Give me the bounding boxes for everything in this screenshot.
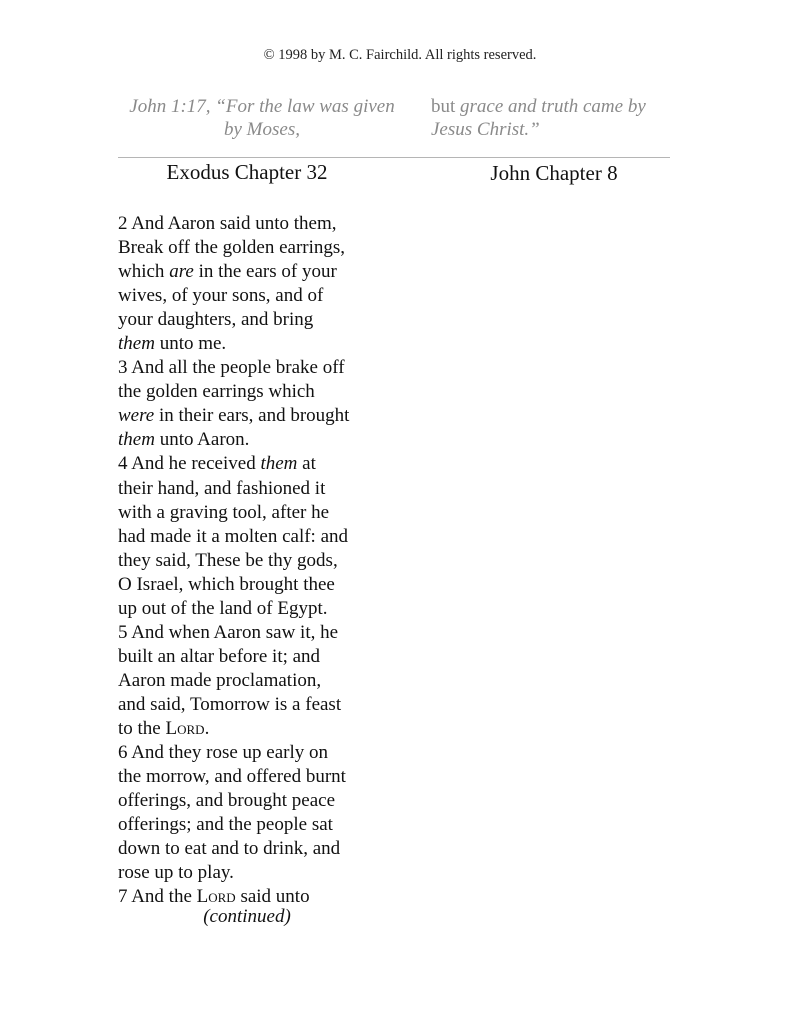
verse-text: at xyxy=(297,453,316,475)
verse-line xyxy=(118,813,388,837)
verse-line xyxy=(118,356,388,380)
italic-word: are xyxy=(169,261,194,283)
quote-left xyxy=(112,95,412,141)
quote-right-plain: but xyxy=(431,96,461,117)
verse-line xyxy=(118,477,388,501)
verse-line xyxy=(118,717,388,741)
verse-line xyxy=(118,621,388,645)
verse-text: they said, These be thy gods, xyxy=(118,549,338,571)
verse-text: up out of the land of Egypt. xyxy=(118,597,328,619)
verse-line xyxy=(118,501,388,525)
verse-text: to the xyxy=(118,717,166,739)
exodus-verses xyxy=(118,212,388,909)
left-column-heading: Exodus Chapter 32 xyxy=(166,160,328,184)
verse-text: 5 And when Aaron saw it, he xyxy=(118,621,339,643)
verse-line xyxy=(118,789,388,813)
verse-line xyxy=(118,549,388,573)
verse-line xyxy=(118,284,388,308)
verse-text: wives, of your sons, and of xyxy=(118,285,324,307)
verse-text: 6 And they rose up early on xyxy=(118,742,329,764)
verse-line xyxy=(118,236,388,260)
verse-line xyxy=(118,308,388,332)
italic-word: them xyxy=(118,429,155,451)
verse-line xyxy=(118,741,388,765)
verse-text: in the ears of your xyxy=(193,261,337,283)
verse-text: in their ears, and brought xyxy=(154,405,350,427)
verse-text: the morrow, and offered burnt xyxy=(118,766,346,788)
italic-word: were xyxy=(118,405,155,427)
small-caps-word: Lord xyxy=(196,886,236,908)
quote-right-line-2: Jesus Christ.” xyxy=(431,119,540,140)
copyright-notice: © 1998 by M. C. Fairchild. All rights reserved. xyxy=(263,47,537,63)
verse-text: and said, Tomorrow is a feast xyxy=(118,693,342,715)
continued-note: (continued) xyxy=(203,906,291,927)
verse-text: O Israel, which brought thee xyxy=(118,573,335,595)
verse-line xyxy=(118,428,388,452)
quote-right xyxy=(431,95,681,141)
verse-text: offerings; and the people sat xyxy=(118,814,333,836)
quote-left-line-2: by Moses, xyxy=(224,119,300,140)
verse-text: Break off the golden earrings, xyxy=(118,237,346,259)
verse-text: 4 And he received xyxy=(118,453,261,475)
verse-line xyxy=(118,573,388,597)
verse-text: down to eat and to drink, and xyxy=(118,838,341,860)
verse-text: 7 And the xyxy=(118,886,197,908)
italic-word: them xyxy=(118,333,155,355)
verse-line xyxy=(118,212,388,236)
verse-text: with a graving tool, after he xyxy=(118,501,330,523)
quote-right-line-1 xyxy=(431,95,681,118)
small-caps-word: Lord xyxy=(165,717,205,739)
quote-left-line-1: John 1:17, “For the law was given xyxy=(129,96,395,117)
right-column-heading: John Chapter 8 xyxy=(490,161,618,185)
verse-line xyxy=(118,645,388,669)
verse-text: their hand, and fashioned it xyxy=(118,477,326,499)
verse-text: your daughters, and bring xyxy=(118,309,314,331)
verse-line xyxy=(118,837,388,861)
verse-text: rose up to play. xyxy=(118,862,234,884)
verse-line xyxy=(118,597,388,621)
verse-text: 3 And all the people brake off xyxy=(118,357,345,379)
quote-right-italic: grace and truth came by xyxy=(460,96,646,117)
verse-line xyxy=(118,260,388,284)
verse-line xyxy=(118,525,388,549)
verse-line xyxy=(118,765,388,789)
verse-text: had made it a molten calf: and xyxy=(118,525,349,547)
verse-text: offerings, and brought peace xyxy=(118,790,336,812)
verse-text: unto me. xyxy=(154,333,227,355)
verse-line xyxy=(118,861,388,885)
verse-text: . xyxy=(204,717,210,739)
verse-text: Aaron made proclamation, xyxy=(118,669,322,691)
verse-text: said unto xyxy=(235,886,310,908)
verse-line xyxy=(118,693,388,717)
verse-text: unto Aaron. xyxy=(154,429,250,451)
italic-word: them xyxy=(260,453,298,475)
verse-line xyxy=(118,452,388,476)
verse-line xyxy=(118,404,388,428)
verse-text: the golden earrings which xyxy=(118,381,315,403)
verse-line xyxy=(118,380,388,404)
verse-line xyxy=(118,669,388,693)
verse-text: 2 And Aaron said unto them, xyxy=(118,213,337,234)
header-divider xyxy=(118,157,670,158)
verse-text: built an altar before it; and xyxy=(118,645,321,667)
verse-text: which xyxy=(118,261,170,283)
verse-line xyxy=(118,332,388,356)
